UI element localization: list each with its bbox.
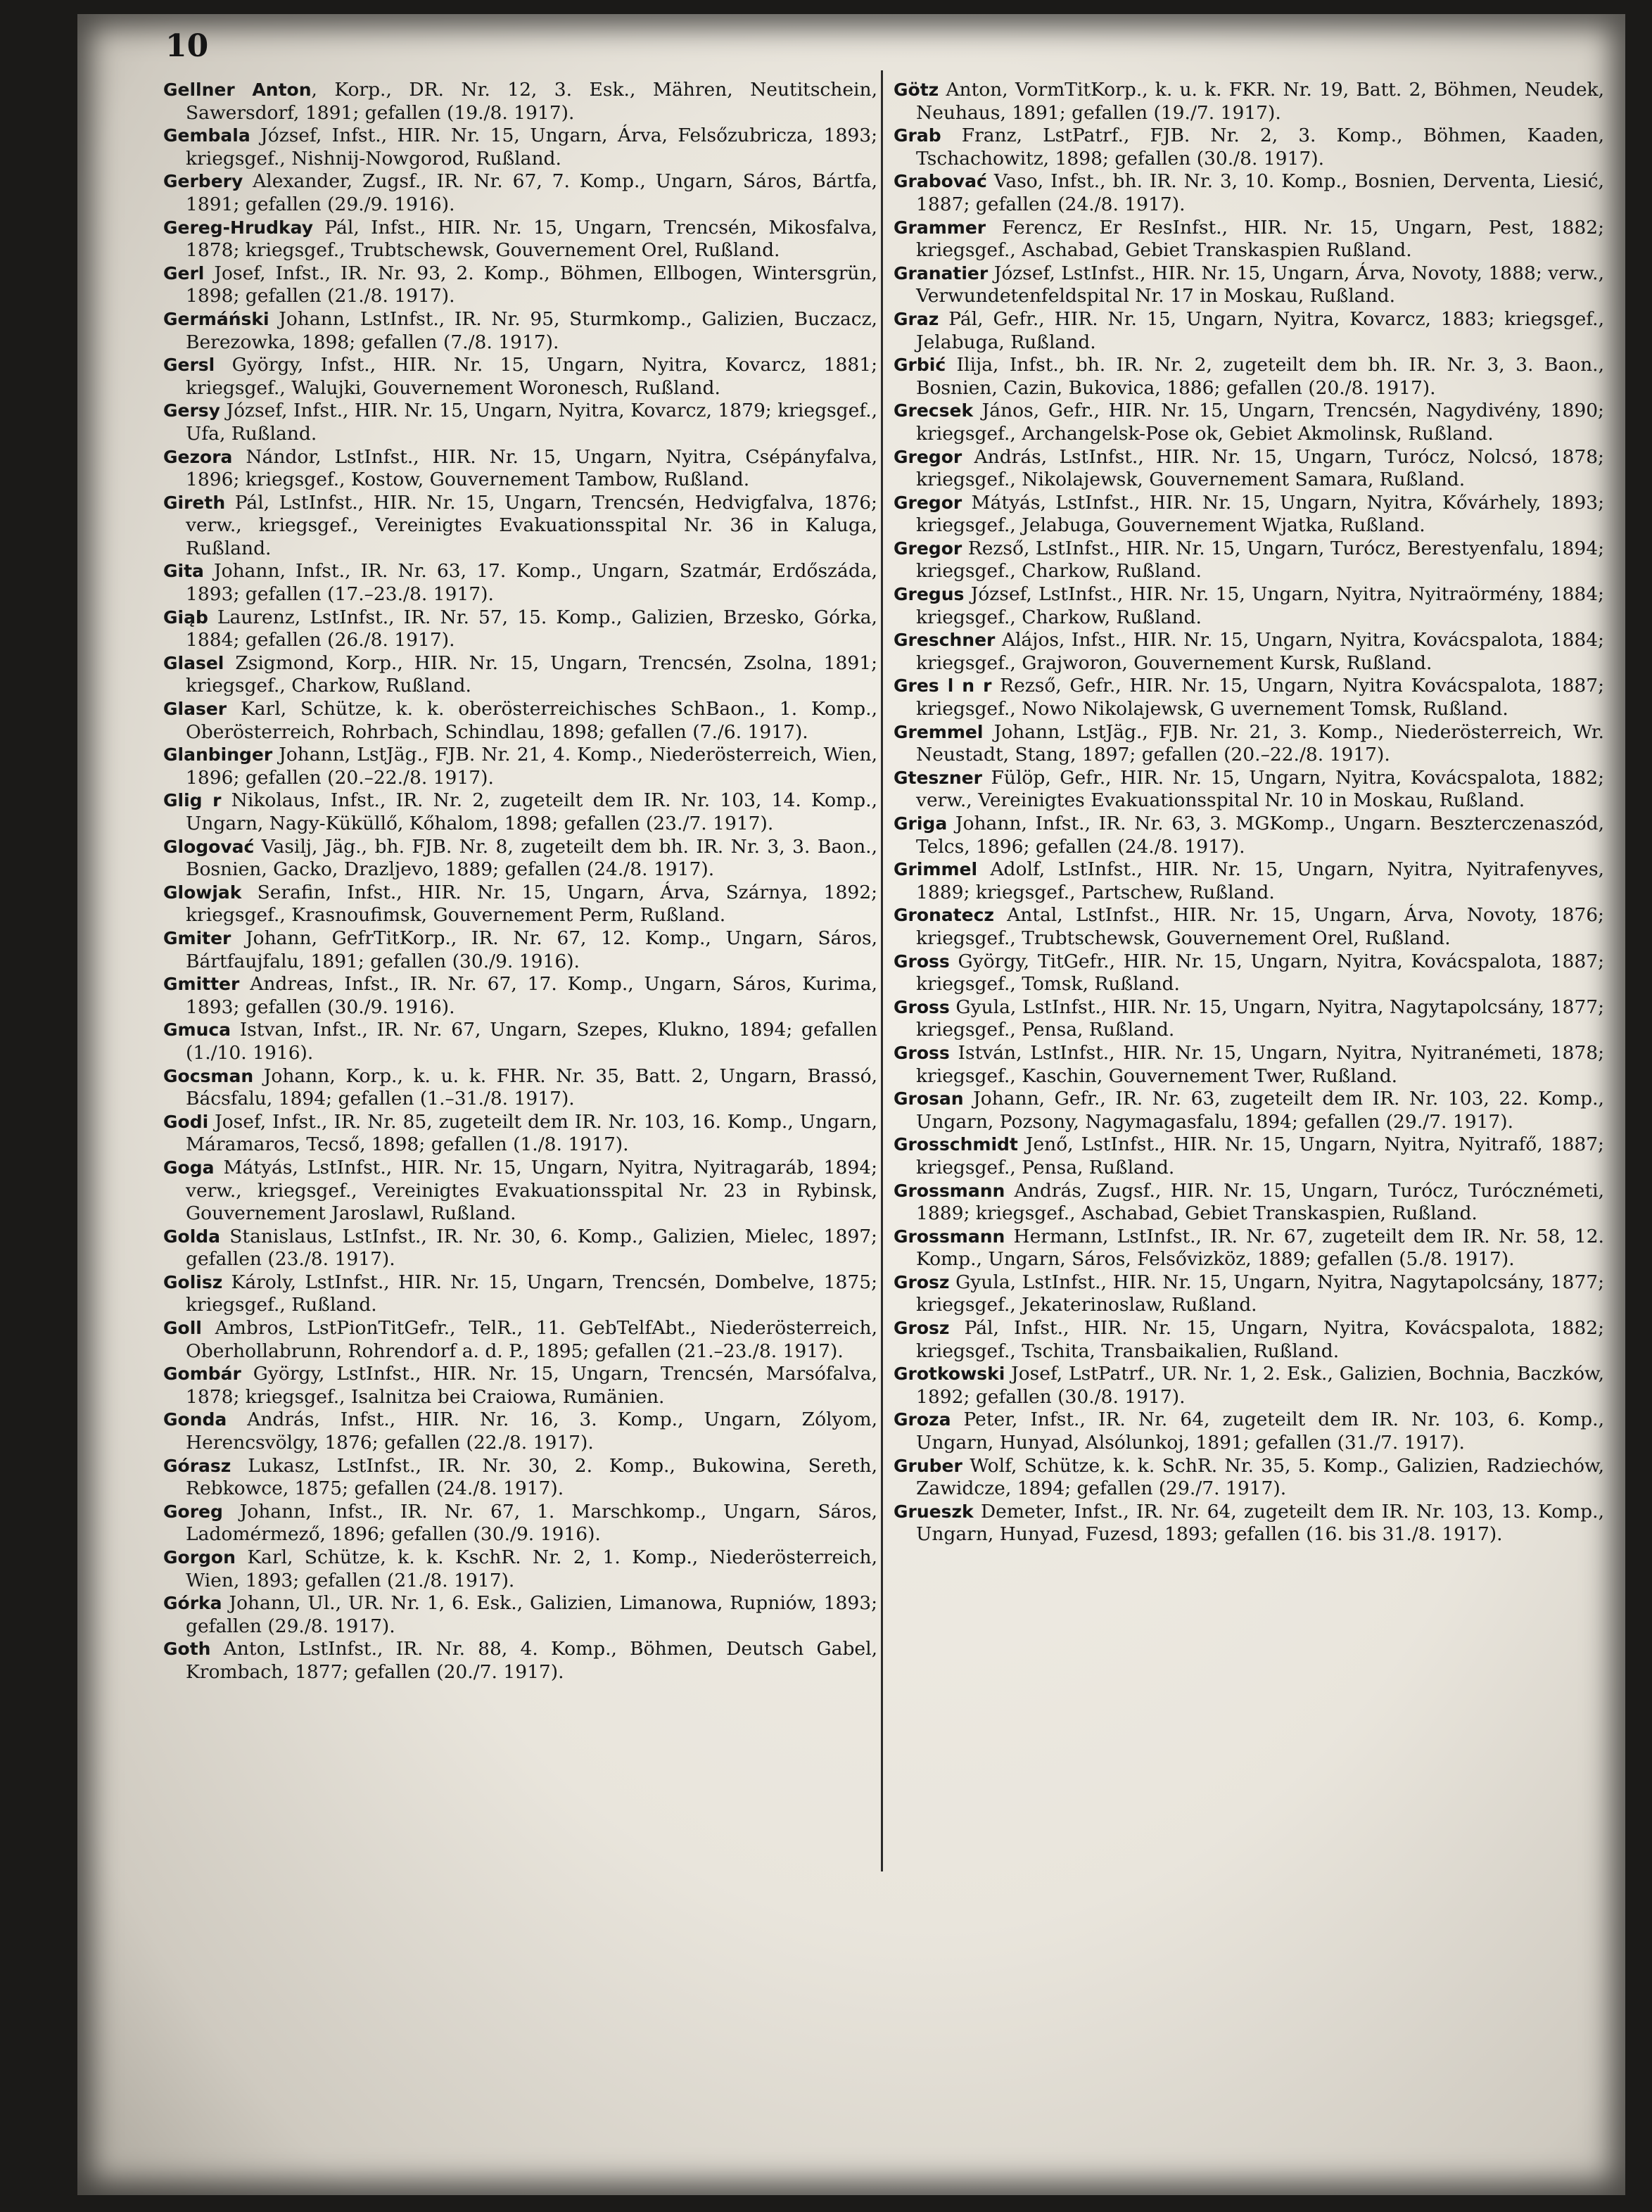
casualty-entry [163, 1317, 877, 1363]
entry-details: Vaso, Infst., bh. IR. Nr. 3, 10. Komp., Bosnien, Derventa, Liesić, 1887; gefallen (24./8. 1917). [916, 170, 1604, 215]
entry-details: Franz, LstPatrf., FJB. Nr. 2, 3. Komp., Böhmen, Kaaden, Tschachowitz, 1898; gefallen (30./8. 1917). [916, 125, 1604, 170]
entry-surname: Gres l n r [894, 675, 992, 697]
casualty-entry [894, 1133, 1604, 1179]
entry-surname: Golda [163, 1226, 221, 1247]
casualty-entry [163, 446, 877, 492]
casualty-entry [894, 1180, 1604, 1226]
casualty-entry [163, 400, 877, 445]
entry-surname: Gonda [163, 1409, 227, 1430]
entry-details: Mátyás, LstInfst., HIR. Nr. 15, Ungarn, Nyitra, Nyitragaráb, 1894; verw., kriegsgef., Vereinigtes Evakuationsspital Nr. 23 in Rybinsk, Gouvernement Jaroslawl, Rußland. [186, 1156, 877, 1225]
entry-details: György, LstInfst., HIR. Nr. 15, Ungarn, Trencsén, Marsófalva, 1878; kriegsgef., Isalnitza bei Craiowa, Rumänien. [186, 1363, 877, 1408]
entry-details: Karl, Schütze, k. k. KschR. Nr. 2, 1. Komp., Niederösterreich, Wien, 1893; gefallen (21./8. 1917). [186, 1546, 877, 1591]
casualty-entry [163, 492, 877, 561]
entry-details: János, Gefr., HIR. Nr. 15, Ungarn, Trencsén, Nagydivény, 1890; kriegsgef., Archangelsk-Pose ok, Gebiet Akmolinsk, Rußland. [916, 400, 1604, 445]
entry-surname: Górasz [163, 1455, 231, 1476]
casualty-entry [163, 308, 877, 354]
left-column [163, 79, 877, 1684]
entry-surname: Greschner [894, 630, 996, 651]
entry-surname: Götz [894, 80, 939, 100]
entry-surname: Glowjak [163, 882, 242, 903]
casualty-entry [894, 262, 1604, 308]
casualty-entry [163, 170, 877, 216]
entry-details: Mátyás, LstInfst., HIR. Nr. 15, Ungarn, Nyitra, Kővárhely, 1893; kriegsgef., Jelabuga, Gouvernement Wjatka, Rußland. [916, 491, 1604, 537]
entry-surname: Goga [163, 1157, 215, 1178]
casualty-entry [163, 125, 877, 170]
entry-surname: Gruber [894, 1455, 962, 1476]
casualty-entry [894, 1271, 1604, 1317]
entry-surname: Godi [163, 1111, 209, 1132]
entry-surname: Grimmel [894, 859, 978, 880]
entry-surname: Grossmann [894, 1180, 1005, 1201]
casualty-entry [894, 354, 1604, 400]
entry-surname: Grotkowski [894, 1364, 1005, 1385]
entry-surname: Gross [894, 951, 950, 972]
entry-surname: Gocsman [163, 1065, 254, 1086]
casualty-entry [163, 1409, 877, 1454]
entry-details: József, Infst., HIR. Nr. 15, Ungarn, Árva, Felsőzubricza, 1893; kriegsgef., Nishnij-Nowgorod, Rußland. [186, 125, 877, 170]
entry-surname: Grosz [894, 1271, 950, 1292]
casualty-entry [894, 813, 1604, 858]
entry-details: Josef, LstPatrf., UR. Nr. 1, 2. Esk., Galizien, Bochnia, Baczków, 1892; gefallen (30./8. 1917). [916, 1363, 1604, 1408]
entry-details: András, Zugsf., HIR. Nr. 15, Ungarn, Turócz, Turócznémeti, 1889; kriegsgef., Aschabad, Gebiet Transkaspien, Rußland. [916, 1179, 1604, 1225]
entry-surname: Gronatecz [894, 905, 994, 926]
casualty-entry [894, 1088, 1604, 1133]
entry-details: Demeter, Infst., IR. Nr. 64, zugeteilt dem IR. Nr. 103, 13. Komp., Ungarn, Hunyad, Fuzesd, 1893; gefallen (16. bis 31./8. 1917). [916, 1500, 1604, 1546]
entry-details: József, Infst., HIR. Nr. 15, Ungarn, Nyitra, Kovarcz, 1879; kriegsgef., Ufa, Rußland. [186, 400, 877, 445]
entry-surname: Glaser [163, 699, 227, 720]
entry-details: Istvan, Infst., IR. Nr. 67, Ungarn, Szepes, Klukno, 1894; gefallen (1./10. 1916). [186, 1019, 877, 1064]
entry-details: Rezső, Gefr., HIR. Nr. 15, Ungarn, Nyitra Kovácspalota, 1887; kriegsgef., Nowo Nikolajewsk, G uvernement Tomsk, Rußland. [916, 675, 1604, 720]
entry-details: Johann, Infst., IR. Nr. 63, 3. MGKomp., Ungarn. Beszterczenaszód, Telcs, 1896; gefallen (24./8. 1917). [916, 813, 1604, 858]
casualty-entry [894, 996, 1604, 1042]
casualty-entry [163, 1271, 877, 1317]
entry-details: Anton, LstInfst., IR. Nr. 88, 4. Komp., Böhmen, Deutsch Gabel, Krombach, 1877; gefallen (20./7. 1917). [186, 1638, 877, 1683]
entry-surname: Granatier [894, 262, 989, 284]
casualty-entry [894, 1317, 1604, 1363]
entry-details: Hermann, LstInfst., IR. Nr. 67, zugeteilt dem IR. Nr. 58, 12. Komp., Ungarn, Sáros, Felsővizköz, 1889; gefallen (5./8. 1917). [916, 1225, 1604, 1271]
entry-surname: Gmitter [163, 974, 240, 995]
entry-details: Karl, Schütze, k. k. oberösterreichisches SchBaon., 1. Komp., Oberösterreich, Rohrbach, Schindlau, 1898; gefallen (7./6. 1917). [186, 698, 877, 743]
entry-details: Wolf, Schütze, k. k. SchR. Nr. 35, 5. Komp., Galizien, Radziechów, Zawidcze, 1894; gefallen (29./7. 1917). [916, 1454, 1604, 1500]
entry-details: Ambros, LstPionTitGefr., TelR., 11. GebTelfAbt., Niederösterreich, Oberhollabrunn, Rohrendorf a. d. P., 1895; gefallen (21.–23./8. 1917). [186, 1317, 877, 1362]
casualty-entry [894, 767, 1604, 813]
entry-details: Pál, LstInfst., HIR. Nr. 15, Ungarn, Trencsén, Hedvigfalva, 1876; verw., kriegsgef., Vereinigtes Evakuationsspital Nr. 36 in Kaluga, Rußland. [186, 491, 877, 559]
entry-details: Alájos, Infst., HIR. Nr. 15, Ungarn, Nyitra, Kovácspalota, 1884; kriegsgef., Grajworon, Gouvernement Kursk, Rußland. [916, 629, 1604, 674]
entry-surname: Goll [163, 1318, 202, 1339]
casualty-entry [894, 675, 1604, 720]
entry-details: Gyula, LstInfst., HIR. Nr. 15, Ungarn, Nyitra, Nagytapolcsány, 1877; kriegsgef., Jekaterinoslaw, Rußland. [916, 1271, 1604, 1316]
casualty-entry [894, 125, 1604, 170]
entry-details: Pál, Infst., HIR. Nr. 15, Ungarn, Trencsén, Mikosfalva, 1878; kriegsgef., Trubtschewsk, Gouvernement Orel, Rußland. [186, 216, 877, 262]
entry-surname: Gembala [163, 125, 250, 146]
entry-details: Jenő, LstInfst., HIR. Nr. 15, Ungarn, Nyitra, Nyitrafő, 1887; kriegsgef., Pensa, Rußland. [916, 1133, 1604, 1178]
casualty-entry [163, 560, 877, 606]
entry-surname: Gregor [894, 538, 962, 559]
entry-surname: Glanbinger [163, 744, 273, 765]
casualty-entry [894, 400, 1604, 445]
entry-details: Adolf, LstInfst., HIR. Nr. 15, Ungarn, Nyitra, Nyitrafenyves, 1889; kriegsgef., Partschew, Rußland. [916, 858, 1604, 903]
right-column [894, 79, 1604, 1546]
casualty-entry [163, 262, 877, 308]
entry-details: Antal, LstInfst., HIR. Nr. 15, Ungarn, Árva, Novoty, 1876; kriegsgef., Trubtschewsk, Gouvernement Orel, Rußland. [916, 904, 1604, 949]
entry-details: Johann, GefrTitKorp., IR. Nr. 67, 12. Komp., Ungarn, Sáros, Bártfaujfalu, 1891; gefallen (30./9. 1916). [186, 927, 877, 972]
entry-details: András, LstInfst., HIR. Nr. 15, Ungarn, Turócz, Nolcsó, 1878; kriegsgef., Nikolajewsk, Gouvernement Samara, Rußland. [916, 445, 1604, 491]
casualty-entry [894, 170, 1604, 216]
entry-surname: Grammer [894, 217, 986, 238]
entry-surname: Griga [894, 813, 948, 834]
casualty-entry [163, 1226, 877, 1271]
entry-surname: Gezora [163, 446, 233, 467]
entry-details: Stanislaus, LstInfst., IR. Nr. 30, 6. Komp., Galizien, Mielec, 1897; gefallen (23./8. 1917). [186, 1225, 877, 1271]
entry-surname: Gmuca [163, 1019, 231, 1041]
entry-surname: Golisz [163, 1271, 223, 1292]
entry-details: József, LstInfst., HIR. Nr. 15, Ungarn, Árva, Novoty, 1888; verw., Verwundetenfeldspital Nr. 17 in Moskau, Rußland. [916, 262, 1604, 307]
casualty-entry [894, 217, 1604, 262]
entry-details: Zsigmond, Korp., HIR. Nr. 15, Ungarn, Trencsén, Zsolna, 1891; kriegsgef., Charkow, Rußland. [186, 651, 877, 697]
entry-surname: Glogovać [163, 836, 255, 857]
entry-surname: Grueszk [894, 1501, 974, 1522]
casualty-entry [163, 836, 877, 882]
casualty-entry [163, 354, 877, 400]
casualty-entry [894, 951, 1604, 996]
entry-details: Károly, LstInfst., HIR. Nr. 15, Ungarn, Trencsén, Dombelve, 1875; kriegsgef., Rußland. [186, 1271, 877, 1316]
entry-details: Vasilj, Jäg., bh. FJB. Nr. 8, zugeteilt dem bh. IR. Nr. 3, 3. Baon., Bosnien, Gacko, Drazljevo, 1889; gefallen (24./8. 1917). [186, 835, 877, 881]
entry-details: , Korp., DR. Nr. 12, 3. Esk., Mähren, Neutitschein, Sawersdorf, 1891; gefallen (19./8. 1917). [186, 79, 877, 124]
entry-surname: Grecsek [894, 400, 974, 421]
entry-details: Johann, LstJäg., FJB. Nr. 21, 3. Komp., Niederösterreich, Wr. Neustadt, Stang, 1897; gefallen (20.–22./8. 1917). [916, 720, 1604, 766]
casualty-entry [894, 858, 1604, 904]
casualty-entry [163, 1638, 877, 1684]
entry-surname: Gombár [163, 1364, 241, 1385]
entry-details: Johann, Infst., IR. Nr. 67, 1. Marschkomp., Ungarn, Sáros, Ladomérmező, 1896; gefallen (30./9. 1916). [186, 1500, 877, 1546]
entry-details: Serafin, Infst., HIR. Nr. 15, Ungarn, Árva, Szárnya, 1892; kriegsgef., Krasnoufimsk, Gouvernement Perm, Rußland. [186, 881, 877, 927]
entry-surname: Górka [163, 1593, 222, 1614]
entry-details: Johann, LstInfst., IR. Nr. 95, Sturmkomp., Galizien, Buczacz, Berezowka, 1898; gefallen (7./8. 1917). [186, 307, 877, 353]
casualty-entry [163, 79, 877, 125]
page-number: 10 [165, 28, 209, 64]
entry-details: Pál, Gefr., HIR. Nr. 15, Ungarn, Nyitra, Kovarcz, 1883; kriegsgef., Jelabuga, Rußland. [916, 307, 1604, 353]
entry-surname: Grbić [894, 355, 946, 376]
entry-surname: Germáński [163, 308, 269, 329]
entry-surname: Gross [894, 996, 950, 1017]
casualty-entry [894, 1042, 1604, 1088]
casualty-entry [894, 1455, 1604, 1501]
entry-surname: Gersy [163, 400, 220, 421]
casualty-entry [163, 973, 877, 1019]
entry-surname: Giąb [163, 606, 208, 628]
entry-details: Lukasz, LstInfst., IR. Nr. 30, 2. Komp., Bukowina, Sereth, Rebkowce, 1875; gefallen (24./8. 1917). [186, 1454, 877, 1500]
casualty-entry [894, 721, 1604, 767]
casualty-entry [163, 1065, 877, 1111]
entry-details: Josef, Infst., IR. Nr. 93, 2. Komp., Böhmen, Ellbogen, Wintersgrün, 1898; gefallen (21./8. 1917). [186, 262, 877, 307]
column-divider [881, 70, 883, 1871]
casualty-entry [894, 1226, 1604, 1271]
casualty-entry [894, 446, 1604, 492]
casualty-entry [894, 904, 1604, 950]
casualty-entry [894, 492, 1604, 538]
casualty-entry [894, 308, 1604, 354]
casualty-entry [163, 1157, 877, 1226]
entry-surname: Goreg [163, 1501, 223, 1522]
entry-surname: Gerl [163, 262, 205, 284]
entry-surname: Gorgon [163, 1547, 236, 1568]
casualty-entry [163, 1546, 877, 1592]
entry-surname: Groza [894, 1409, 951, 1430]
entry-surname: Grossmann [894, 1226, 1005, 1247]
entry-surname: Gregor [894, 492, 962, 513]
entry-details: Anton, VormTitKorp., k. u. k. FKR. Nr. 19, Batt. 2, Böhmen, Neudek, Neuhaus, 1891; gefallen (19./7. 1917). [916, 79, 1604, 124]
entry-surname: Glig r [163, 790, 222, 811]
entry-surname: Gregus [894, 584, 965, 605]
entry-surname: Gita [163, 561, 204, 582]
entry-surname: Gremmel [894, 721, 984, 742]
entry-surname: Gerbery [163, 171, 243, 192]
entry-details: Fülöp, Gefr., HIR. Nr. 15, Ungarn, Nyitra, Kovácspalota, 1882; verw., Vereinigtes Evakuationsspital Nr. 10 in Moskau, Rußland. [916, 766, 1604, 812]
entry-details: Nikolaus, Infst., IR. Nr. 2, zugeteilt dem IR. Nr. 103, 14. Komp., Ungarn, Nagy-Küküllő, Kőhalom, 1898; gefallen (23./7. 1917). [186, 789, 877, 834]
entry-details: Johann, LstJäg., FJB. Nr. 21, 4. Komp., Niederösterreich, Wien, 1896; gefallen (20.–22./8. 1917). [186, 744, 877, 789]
casualty-entry [163, 1501, 877, 1546]
casualty-entry [163, 1111, 877, 1157]
entry-surname: Gross [894, 1042, 950, 1063]
entry-surname: Gteszner [894, 767, 982, 788]
entry-surname: Gmiter [163, 927, 231, 948]
casualty-entry [163, 882, 877, 927]
entry-surname: Grosschmidt [894, 1134, 1018, 1155]
entry-surname: Gregor [894, 446, 962, 467]
entry-details: Johann, Ul., UR. Nr. 1, 6. Esk., Galizien, Limanowa, Rupniów, 1893; gefallen (29./8. 1917). [186, 1592, 877, 1637]
entry-details: Ilija, Infst., bh. IR. Nr. 2, zugeteilt dem bh. IR. Nr. 3, 3. Baon., Bosnien, Cazin, Bukovica, 1886; gefallen (20./8. 1917). [916, 354, 1604, 399]
entry-details: Ferencz, Er ResInfst., HIR. Nr. 15, Ungarn, Pest, 1882; kriegsgef., Aschabad, Gebiet Transkaspien Rußland. [916, 216, 1604, 262]
entry-surname: Gersl [163, 355, 215, 376]
entry-surname: Gereg-Hrudkay [163, 217, 314, 238]
entry-details: Josef, Infst., IR. Nr. 85, zugeteilt dem IR. Nr. 103, 16. Komp., Ungarn, Máramaros, Tecső, 1898; gefallen (1./8. 1917). [186, 1110, 877, 1156]
entry-surname: Gireth [163, 492, 226, 513]
casualty-entry [894, 538, 1604, 583]
entry-details: Gyula, LstInfst., HIR. Nr. 15, Ungarn, Nyitra, Nagytapolcsány, 1877; kriegsgef., Pensa, Rußland. [916, 996, 1604, 1041]
entry-details: György, TitGefr., HIR. Nr. 15, Ungarn, Nyitra, Kovácspalota, 1887; kriegsgef., Tomsk, Rußland. [916, 950, 1604, 996]
casualty-entry [163, 1592, 877, 1638]
casualty-entry [163, 606, 877, 652]
entry-surname: Glasel [163, 652, 224, 673]
entry-surname: Gellner Anton [163, 80, 312, 100]
casualty-entry [894, 79, 1604, 125]
casualty-entry [163, 217, 877, 262]
entry-surname: Grosan [894, 1088, 964, 1110]
entry-details: András, Infst., HIR. Nr. 16, 3. Komp., Ungarn, Zólyom, Herencsvölgy, 1876; gefallen (22./8. 1917). [186, 1409, 877, 1454]
entry-details: Andreas, Infst., IR. Nr. 67, 17. Komp., Ungarn, Sáros, Kurima, 1893; gefallen (30./9. 1916). [186, 973, 877, 1018]
entry-surname: Grabovać [894, 171, 987, 192]
casualty-entry [163, 698, 877, 744]
entry-details: Alexander, Zugsf., IR. Nr. 67, 7. Komp., Ungarn, Sáros, Bártfa, 1891; gefallen (29./9. 1916). [186, 170, 877, 215]
entry-surname: Grab [894, 125, 941, 146]
entry-details: Nándor, LstInfst., HIR. Nr. 15, Ungarn, Nyitra, Csépányfalva, 1896; kriegsgef., Kostow, Gouvernement Tambow, Rußland. [186, 445, 877, 491]
casualty-entry [163, 1455, 877, 1501]
casualty-entry [163, 1019, 877, 1064]
entry-surname: Graz [894, 308, 939, 329]
casualty-entry [163, 744, 877, 789]
casualty-entry [163, 1363, 877, 1409]
casualty-entry [163, 927, 877, 973]
casualty-entry [894, 1409, 1604, 1454]
casualty-entry [894, 1363, 1604, 1409]
entry-details: Johann, Gefr., IR. Nr. 63, zugeteilt dem IR. Nr. 103, 22. Komp., Ungarn, Pozsony, Nagymagasfalu, 1894; gefallen (29./7. 1917). [916, 1088, 1604, 1133]
casualty-entry [163, 789, 877, 835]
entry-details: Johann, Infst., IR. Nr. 63, 17. Komp., Ungarn, Szatmár, Erdőszáda, 1893; gefallen (17.–23./8. 1917). [186, 560, 877, 606]
casualty-entry [894, 1501, 1604, 1546]
entry-details: József, LstInfst., HIR. Nr. 15, Ungarn, Nyitra, Nyitraörmény, 1884; kriegsgef., Charkow, Rußland. [916, 583, 1604, 628]
entry-surname: Goth [163, 1639, 211, 1660]
entry-details: Rezső, LstInfst., HIR. Nr. 15, Ungarn, Turócz, Berestyenfalu, 1894; kriegsgef., Charkow, Rußland. [916, 537, 1604, 583]
casualty-entry [894, 583, 1604, 629]
casualty-entry [163, 652, 877, 698]
entry-details: Pál, Infst., HIR. Nr. 15, Ungarn, Nyitra, Kovácspalota, 1882; kriegsgef., Tschita, Transbaikalien, Rußland. [916, 1317, 1604, 1362]
entry-surname: Grosz [894, 1318, 950, 1339]
entry-details: Peter, Infst., IR. Nr. 64, zugeteilt dem IR. Nr. 103, 6. Komp., Ungarn, Hunyad, Alsólunkoj, 1891; gefallen (31./7. 1917). [916, 1409, 1604, 1454]
entry-details: Johann, Korp., k. u. k. FHR. Nr. 35, Batt. 2, Ungarn, Brassó, Bácsfalu, 1894; gefallen (1.–31./8. 1917). [186, 1064, 877, 1110]
entry-details: István, LstInfst., HIR. Nr. 15, Ungarn, Nyitra, Nyitranémeti, 1878; kriegsgef., Kaschin, Gouvernement Twer, Rußland. [916, 1041, 1604, 1087]
entry-details: Laurenz, LstInfst., IR. Nr. 57, 15. Komp., Galizien, Brzesko, Górka, 1884; gefallen (26./8. 1917). [186, 606, 877, 651]
entry-details: György, Infst., HIR. Nr. 15, Ungarn, Nyitra, Kovarcz, 1881; kriegsgef., Walujki, Gouvernement Woronesch, Rußland. [186, 354, 877, 399]
casualty-entry [894, 629, 1604, 675]
